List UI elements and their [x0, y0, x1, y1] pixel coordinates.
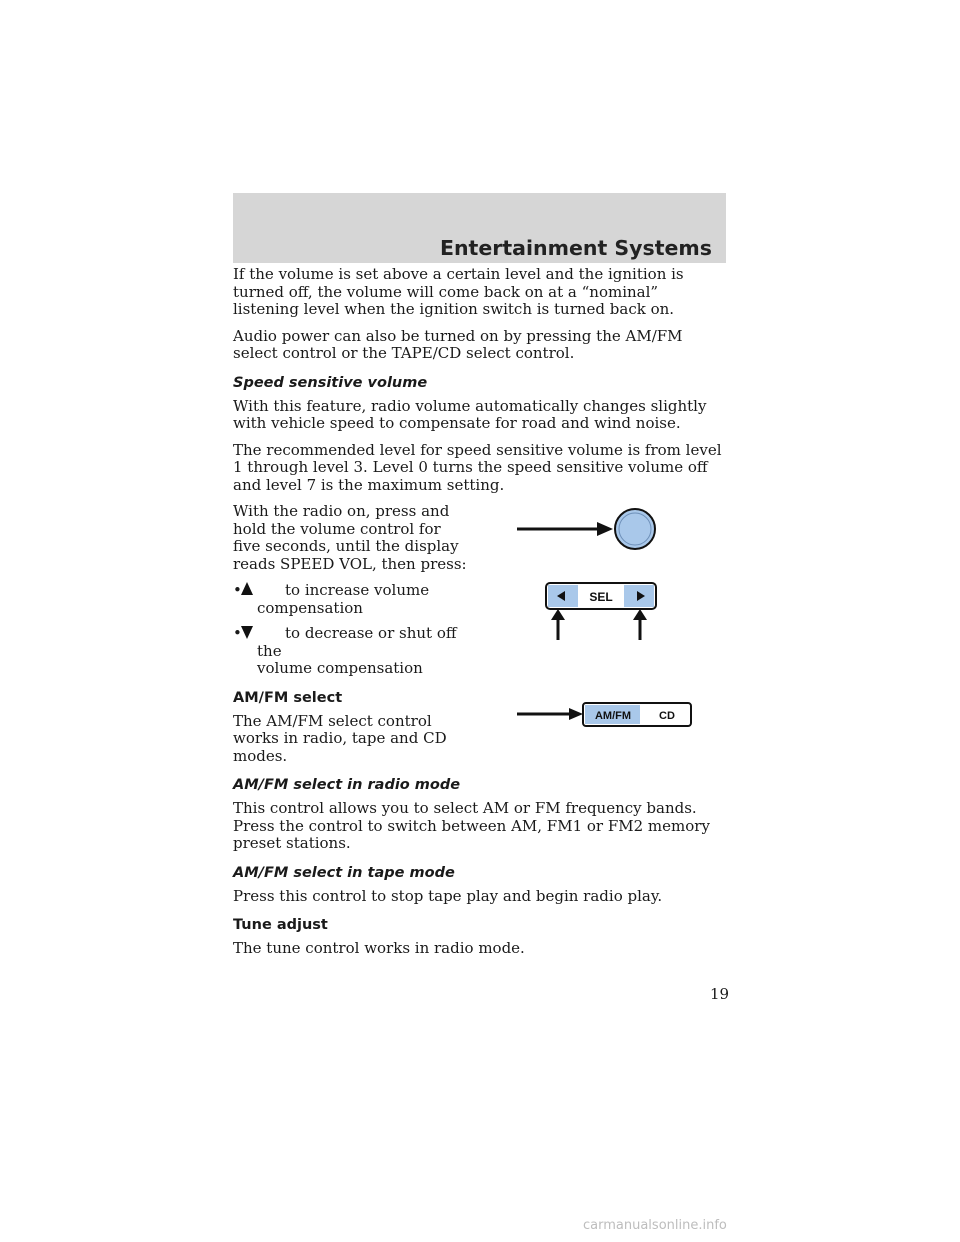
bullet-text: volume compensation: [257, 659, 423, 677]
cd-label: CD: [659, 710, 675, 722]
paragraph: With the radio on, press and hold the volume control for five seconds, until the display reads SPEED VOL, then press:: [233, 502, 467, 573]
heading-tune-adjust: Tune adjust: [233, 917, 328, 933]
paragraph: The recommended level for speed sensitive volume is from level 1 through level 3. Level 0 turns the speed sensitive volume off and level 7 is the maximum setting.: [233, 440, 722, 494]
paragraph: With this feature, radio volume automatically changes slightly with vehicle speed to compensate for road and wind noise.: [233, 396, 707, 432]
arrow-up-icon: [241, 582, 253, 596]
pointer-arrow-head: [597, 522, 613, 536]
heading-amfm-radio-mode: AM/FM select in radio mode: [233, 777, 461, 793]
paragraph: This control allows you to select AM or FM frequency bands. Press the control to switch between AM, FM1 or FM2 memory preset stations.: [233, 799, 710, 852]
sel-label: SEL: [589, 590, 613, 604]
pointer-arrow-head: [569, 708, 583, 720]
section-header: [233, 193, 726, 263]
amfm-label: AM/FM: [594, 710, 632, 722]
heading-amfm-select: AM/FM select: [233, 689, 343, 706]
sel-button-figure: [545, 582, 660, 642]
volume-knob-icon: [615, 509, 655, 549]
heading-speed-sensitive-volume: Speed sensitive volume: [233, 374, 428, 391]
footer-watermark[interactable]: carmanualsonline.info: [583, 1218, 727, 1233]
bullet-decrease: [233, 625, 472, 678]
arrow-down-icon: [241, 625, 253, 639]
section-title: Entertainment Systems: [439, 236, 712, 260]
bullet-text: to increase volume: [285, 581, 430, 599]
paragraph: The AM/FM select control works in radio, tape and CD modes.: [233, 711, 447, 765]
paragraph: Audio power can also be turned on by pressing the AM/FM select control or the TAPE/CD select control.: [233, 326, 683, 362]
paragraph: The tune control works in radio mode.: [233, 939, 525, 957]
paragraph: Press this control to stop tape play and begin radio play.: [233, 886, 663, 905]
bullet-increase: [233, 582, 472, 617]
bullet-dot: •: [233, 581, 242, 599]
amfm-button-figure: [515, 700, 695, 730]
heading-amfm-tape-mode: AM/FM select in tape mode: [233, 864, 455, 881]
bullet-dot: •: [233, 624, 242, 642]
volume-knob-figure: [515, 505, 660, 555]
page-number: 19: [710, 985, 730, 1003]
bullet-text: to decrease or shut off the: [257, 624, 457, 660]
bullet-text: compensation: [257, 598, 363, 617]
paragraph: If the volume is set above a certain level and the ignition is turned off, the volume will come back on at a “nominal” listening level when the ignition switch is turned back on.: [233, 265, 684, 318]
